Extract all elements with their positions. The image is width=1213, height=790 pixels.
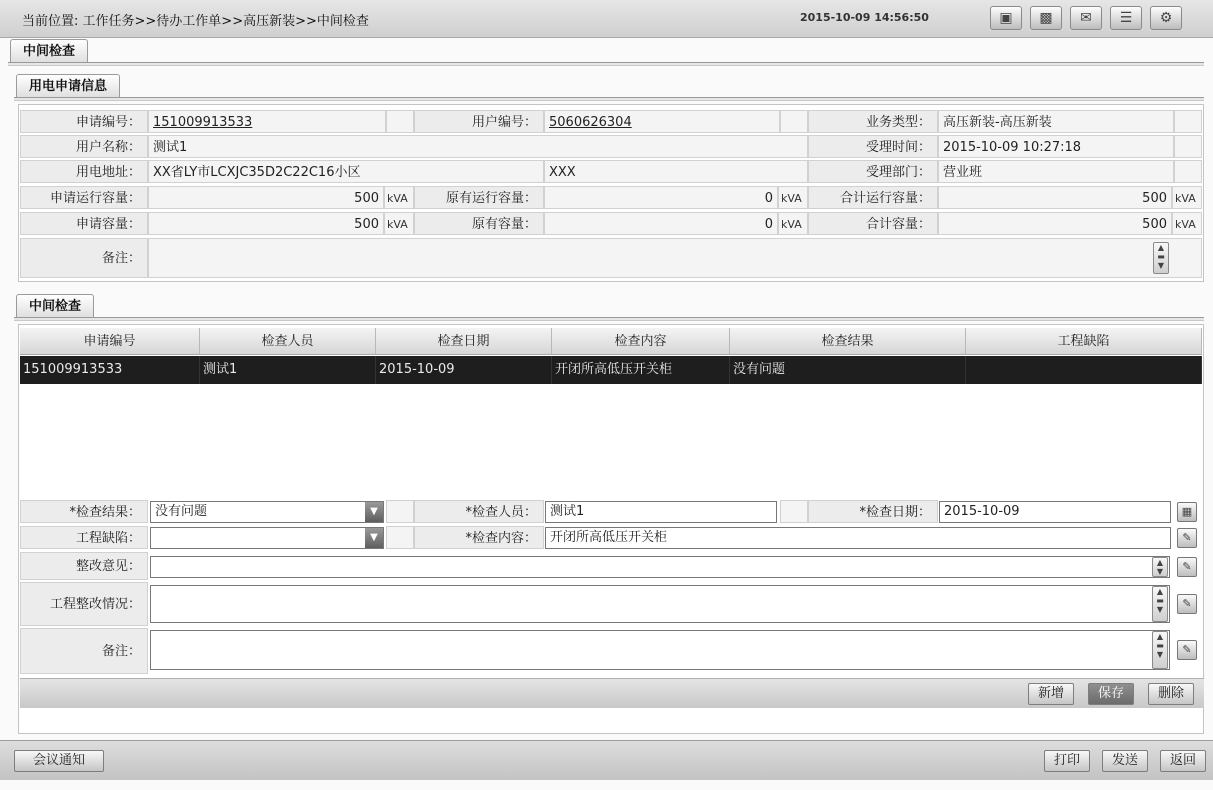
top-bar: [0, 0, 1213, 38]
table-row-cell-app-no[interactable]: 151009913533: [20, 356, 200, 384]
form-remark-scrollbar[interactable]: ▲ ▬ ▼: [1152, 631, 1168, 669]
camera-icon[interactable]: ▣: [990, 6, 1022, 30]
back-button[interactable]: 返回: [1160, 750, 1206, 772]
accept-time-label: 受理时间：: [808, 135, 938, 158]
biz-type-value: 高压新装-高压新装: [938, 110, 1174, 133]
send-button[interactable]: 发送: [1102, 750, 1148, 772]
edit-icon[interactable]: ✎: [1177, 557, 1197, 577]
section-divider: [14, 317, 1204, 321]
total-cap-label: 合计容量：: [808, 212, 938, 235]
unit-label: kVA: [1172, 212, 1202, 235]
unit-label: kVA: [1172, 186, 1202, 209]
user-no-value: 5060626304: [544, 110, 780, 133]
message-icon[interactable]: ✉: [1070, 6, 1102, 30]
col-header-app-no[interactable]: 申请编号: [20, 328, 200, 355]
user-name-label: 用户名称：: [20, 135, 148, 158]
blank-cell: [1174, 135, 1202, 158]
unit-label: kVA: [778, 212, 808, 235]
orig-run-cap-value: 0: [544, 186, 778, 209]
col-header-date[interactable]: 检查日期: [376, 328, 552, 355]
unit-label: kVA: [384, 186, 414, 209]
blank-cell: [1174, 110, 1202, 133]
result-select[interactable]: 没有问题: [150, 501, 384, 523]
address-value: XX省LY市LCXJC35D2C22C16小区: [148, 160, 544, 183]
rectify-scrollbar[interactable]: ▲ ▬ ▼: [1152, 586, 1168, 622]
apply-run-cap-label: 申请运行容量：: [20, 186, 148, 209]
edit-icon[interactable]: ✎: [1177, 640, 1197, 660]
edit-icon[interactable]: ✎: [1177, 594, 1197, 614]
user-name-value: 测试1: [148, 135, 808, 158]
orig-cap-label: 原有容量：: [414, 212, 544, 235]
bottom-bar: [0, 740, 1213, 780]
tab-apply-info[interactable]: 用电申请信息: [16, 74, 120, 98]
tab-main-inspection[interactable]: 中间检查: [10, 39, 88, 63]
opinion-textarea[interactable]: [150, 556, 1170, 578]
blank-cell: [386, 110, 414, 133]
rectify-label: 工程整改情况：: [20, 582, 148, 626]
inspector-label: *检查人员：: [414, 500, 544, 523]
accept-time-value: 2015-10-09 10:27:18: [938, 135, 1174, 158]
result-label: *检查结果：: [20, 500, 148, 523]
unit-label: kVA: [778, 186, 808, 209]
col-header-defect[interactable]: 工程缺陷: [966, 328, 1202, 355]
total-run-cap-label: 合计运行容量：: [808, 186, 938, 209]
calendar-icon[interactable]: ▦: [1177, 502, 1197, 522]
table-row-cell-result[interactable]: 没有问题: [730, 356, 966, 384]
document-icon[interactable]: ☰: [1110, 6, 1142, 30]
current-datetime: 2015-10-09 14:56:50: [800, 11, 929, 24]
tab-inspection[interactable]: 中间检查: [16, 294, 94, 318]
chevron-down-icon[interactable]: ▼: [365, 502, 383, 522]
defect-select[interactable]: [150, 527, 384, 549]
opinion-label: 整改意见：: [20, 552, 148, 580]
orig-run-cap-label: 原有运行容量：: [414, 186, 544, 209]
address-extra-value: XXX: [544, 160, 808, 183]
rectify-textarea[interactable]: [150, 585, 1170, 623]
chevron-down-icon[interactable]: ▼: [365, 528, 383, 548]
app-no-value: 151009913533: [148, 110, 386, 133]
unit-label: kVA: [384, 212, 414, 235]
col-header-result[interactable]: 检查结果: [730, 328, 966, 355]
remark-value: [148, 238, 1202, 278]
apply-run-cap-value: 500: [148, 186, 384, 209]
table-row-cell-defect[interactable]: [966, 356, 1202, 384]
blank-cell: [386, 500, 414, 523]
delete-button[interactable]: 删除: [1148, 683, 1194, 705]
section-divider: [14, 97, 1204, 101]
edit-icon[interactable]: ✎: [1177, 528, 1197, 548]
defect-label: 工程缺陷：: [20, 526, 148, 549]
blank-cell: [780, 500, 808, 523]
form-remark-label: 备注：: [20, 628, 148, 674]
total-cap-value: 500: [938, 212, 1172, 235]
biz-type-label: 业务类型：: [808, 110, 938, 133]
form-remark-textarea[interactable]: [150, 630, 1170, 670]
content-input[interactable]: 开闭所高低压开关柜: [545, 527, 1171, 549]
accept-dept-value: 营业班: [938, 160, 1174, 183]
print-button[interactable]: 打印: [1044, 750, 1090, 772]
app-no-label: 申请编号：: [20, 110, 148, 133]
meeting-notify-button[interactable]: 会议通知: [14, 750, 104, 772]
date-label: *检查日期：: [808, 500, 938, 523]
tab-divider: [8, 62, 1204, 66]
action-bar: [20, 678, 1204, 708]
add-button[interactable]: 新增: [1028, 683, 1074, 705]
apply-cap-value: 500: [148, 212, 384, 235]
remark-label: 备注：: [20, 238, 148, 278]
blank-cell: [1174, 160, 1202, 183]
table-row-cell-content[interactable]: 开闭所高低压开关柜: [552, 356, 730, 384]
content-label: *检查内容：: [414, 526, 544, 549]
blank-cell: [780, 110, 808, 133]
orig-cap-value: 0: [544, 212, 778, 235]
date-input[interactable]: 2015-10-09: [939, 501, 1171, 523]
blank-cell: [386, 526, 414, 549]
breadcrumb: 当前位置: 工作任务>>待办工作单>>高压新装>>中间检查: [22, 14, 369, 29]
save-button[interactable]: 保存: [1088, 683, 1134, 705]
table-row-cell-date[interactable]: 2015-10-09: [376, 356, 552, 384]
inspector-input[interactable]: 测试1: [545, 501, 777, 523]
total-run-cap-value: 500: [938, 186, 1172, 209]
remark-scrollbar[interactable]: ▲ ▬ ▼: [1153, 242, 1169, 274]
col-header-inspector[interactable]: 检查人员: [200, 328, 376, 355]
col-header-content[interactable]: 检查内容: [552, 328, 730, 355]
monitor-icon[interactable]: ▩: [1030, 6, 1062, 30]
apply-cap-label: 申请容量：: [20, 212, 148, 235]
settings-icon[interactable]: ⚙: [1150, 6, 1182, 30]
address-label: 用电地址：: [20, 160, 148, 183]
opinion-scrollbar[interactable]: ▲ ▼: [1152, 557, 1168, 577]
accept-dept-label: 受理部门：: [808, 160, 938, 183]
user-no-label: 用户编号：: [414, 110, 544, 133]
table-row-cell-inspector[interactable]: 测试1: [200, 356, 376, 384]
